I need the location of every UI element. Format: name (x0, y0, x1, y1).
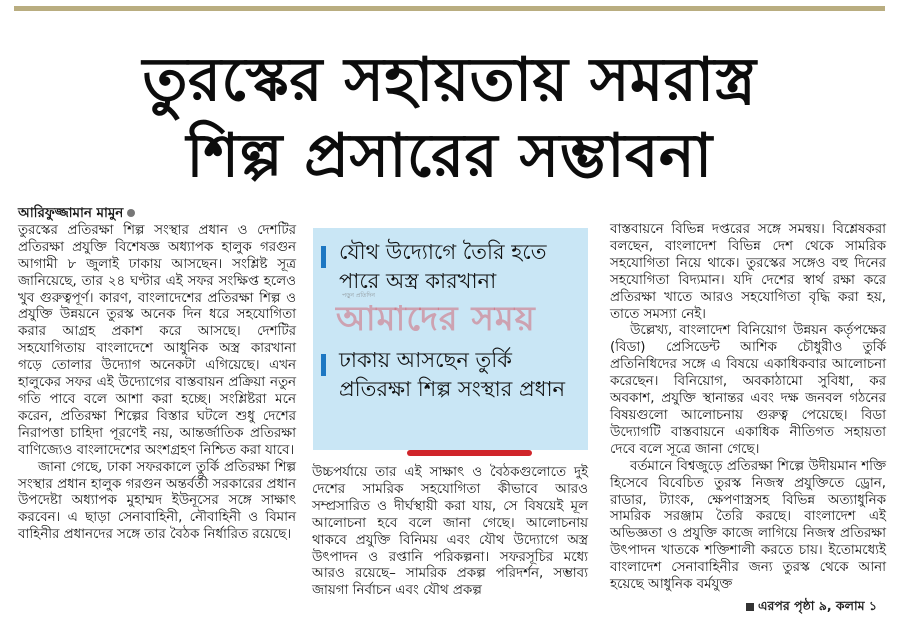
highlight-item (339, 346, 579, 404)
paragraph: বাস্তবায়নে বিভিন্ন দপ্তরের সঙ্গে সমন্বয়। বিশ্লেষকরা বলছেন, বাংলাদেশ বিভিন্ন দেশ থেকে সামরিক সহযোগিতা নিয়ে থাকে। তুরস্কের সঙ্গেও বহু দিনের সহযোগিতা বিদ্যমান। যদি দেশের স্বার্থ রক্ষা করে প্রতিরক্ষা খাতে আরও সহযোগিতা বৃদ্ধি করা হয়, তাতে সমস্যা নেই। (610, 222, 886, 322)
highlight-text: যৌথ উদ্যোগে তৈরি হতে পারে অস্ত্র কারখানা (339, 240, 547, 293)
paragraph: উচ্চপর্যায়ে তার এই সাক্ষাৎ ও বৈঠকগুলোতে দুই দেশের সামরিক সহযোগিতা কীভাবে আরও সম্প্রসারিত ও দীর্ঘস্থায়ী করা যায়, সে বিষয়েই মূল আলোচনা হবে বলে জানা গেছে। আলোচনায় থাকবে প্রযুক্তি বিনিময় এবং যৌথ উদ্যোগে অস্ত্র উৎপাদন ও রপ্তানি পরিকল্পনা। সফরসূচির মধ্যে আরও রয়েছে– সামরিক প্রকল্প পরিদর্শন, সম্ভাব্য জায়গা নির্বাচন এবং যৌথ প্রকল্প (312, 465, 588, 599)
highlight-bar-icon (321, 246, 326, 268)
top-rule (14, 6, 885, 11)
highlight-underline (407, 450, 532, 456)
article-column-right (610, 222, 886, 594)
byline (18, 206, 296, 223)
continuation-note (746, 598, 877, 618)
continuation-text: এরপর পৃষ্ঠা ৯, কলাম ১ (758, 598, 878, 613)
article-column-middle (312, 465, 588, 600)
headline-line-2: শিল্প প্রসারের সম্ভাবনা (186, 121, 713, 191)
paragraph: জানা গেছে, ঢাকা সফরকালে তুর্কি প্রতিরক্ষা শিল্প সংস্থার প্রধান হালুক গরগুন অন্তর্বর্তী সরকারের প্রধান উপদেষ্টা অধ্যাপক মুহাম্মদ ইউনূসের সঙ্গে সাক্ষাৎ করবেন। এ ছাড়া সেনাবাহিনী, নৌবাহিনী ও বিমান বাহিনীর প্রধানদের সঙ্গে তার বৈঠক নির্ধারিত রয়েছে। (18, 459, 296, 543)
highlight-item (339, 238, 579, 296)
watermark-tagline: পড়ুন প্রতিদিন (342, 292, 375, 299)
headline-line-1: তুরস্কের সহায়তায় সমরাস্ত্র (142, 45, 757, 115)
square-bullet-icon (746, 603, 754, 611)
highlight-text: ঢাকায় আসছেন তুর্কি প্রতিরক্ষা শিল্প সংস্থার প্রধান (339, 348, 566, 401)
paragraph: তুরস্কের প্রতিরক্ষা শিল্প সংস্থার প্রধান ও দেশটির প্রতিরক্ষা প্রযুক্তি বিশেষজ্ঞ অধ্যাপক হালুক গরগুন আগামী ৮ জুলাই ঢাকায় আসছেন। সংশ্লিষ্ট সূত্র জানিয়েছে, তার ২৪ ঘণ্টার এই সফর সংক্ষিপ্ত হলেও খুব গুরুত্বপূর্ণ। কারণ, বাংলাদেশের প্রতিরক্ষা শিল্প ও প্রযুক্তি উন্নয়নে তুরস্ক অনেক দিন ধরে সহযোগিতা করার আগ্রহ প্রকাশ করে আসছে। দেশটির সহযোগিতায় বাংলাদেশে আধুনিক অস্ত্র কারখানা গড়ে তোলার উদ্যোগ অনেকটা এগিয়েছে। এখন হালুকের সফর এই উদ্যোগের বাস্তবায়ন প্রক্রিয়া নতুন গতি পাবে বলে আশা করা হচ্ছে। সংশ্লিষ্টরা মনে করেন, প্রতিরক্ষা শিল্পের বিস্তার ঘটলে শুধু দেশের নিরাপত্তা চাহিদা পূরণেই নয়, আন্তর্জাতিক প্রতিরক্ষা বাণিজ্যেও বাংলাদেশের অংশগ্রহণ নিশ্চিত করা যাবে। (18, 222, 296, 458)
byline-dot-icon (127, 209, 135, 217)
byline-name: আরিফুজ্জামান মামুন (18, 206, 124, 221)
newspaper-watermark: আমাদের সময় (336, 299, 536, 339)
highlight-bar-icon (321, 354, 326, 376)
headline (14, 42, 885, 194)
paragraph: উল্লেখ্য, বাংলাদেশ বিনিয়োগ উন্নয়ন কর্তৃপক্ষের (বিডা) প্রেসিডেন্ট আশিক চৌধুরীও তুর্কি প্রতিনিধিদের সঙ্গে এ বিষয়ে একাধিকবার আলোচনা করেছেন। বিনিয়োগ, অবকাঠামো সুবিধা, কর অবকাশ, প্রযুক্তি স্থানান্তর এবং দক্ষ জনবল গঠনের বিষয়গুলো আলোচনায় গুরুত্ব পেয়েছে। বিডা উদ্যোগটি বাস্তবায়নে একাধিক নীতিগত সহায়তা দেবে বলে সূত্রে জানা গেছে। (610, 323, 886, 457)
article-column-left (18, 206, 296, 544)
paragraph: বর্তমানে বিশ্বজুড়ে প্রতিরক্ষা শিল্পে উদীয়মান শক্তি হিসেবে বিবেচিত তুরস্ক নিজস্ব প্রযুক্তিতে ড্রোন, রাডার, ট্যাংক, ক্ষেপণাস্ত্রসহ বিভিন্ন অত্যাধুনিক সামরিক সরঞ্জাম তৈরি করছে। বাংলাদেশ এই অভিজ্ঞতা ও প্রযুক্তি কাজে লাগিয়ে নিজস্ব প্রতিরক্ষা উৎপাদন খাতকে শক্তিশালী করতে চায়। ইতোমধ্যেই বাংলাদেশ সেনাবাহিনীর জন্য তুরস্ক থেকে আনা হয়েছে আধুনিক বর্মযুক্ত (610, 458, 886, 593)
